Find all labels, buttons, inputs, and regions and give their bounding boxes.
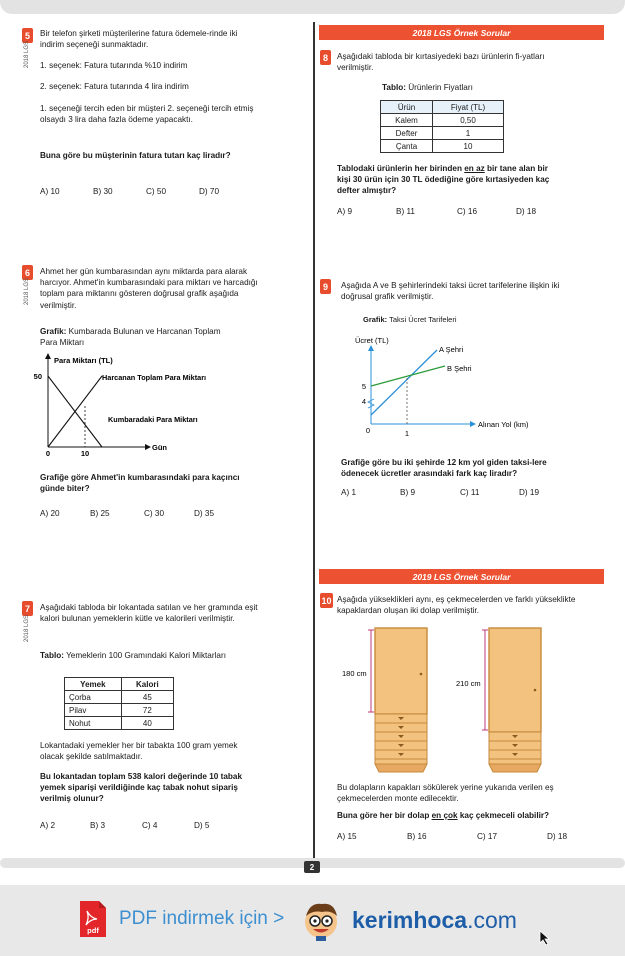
table-label: Tablo: xyxy=(382,83,406,92)
cabinet-right-height: 210 cm xyxy=(456,679,481,688)
question-number: 7 xyxy=(22,601,33,616)
page-number: 2 xyxy=(304,861,320,873)
answer-choices xyxy=(337,832,597,841)
question-prompt: Grafiğe göre Ahmet'in kumbarasındaki para kaçıncı günde biter? xyxy=(40,473,240,494)
download-promo-text: PDF indirmek için > xyxy=(119,908,285,929)
table-cell: Çorba xyxy=(65,691,122,704)
calorie-table xyxy=(64,677,174,730)
choice-b[interactable]: B) 25 xyxy=(90,509,110,518)
table-cell: Nohut xyxy=(65,717,122,730)
choice-a[interactable]: A) 20 xyxy=(40,509,60,518)
question-body: 1. seçeneği tercih eden bir müşteri 2. seçeneği tercih etmiş olsaydı 3 lira daha fazla ödeme yapacaktı. xyxy=(40,104,254,125)
question-number: 9 xyxy=(320,279,331,294)
y-tick-5: 5 xyxy=(361,382,366,391)
cabinet-right xyxy=(482,628,541,772)
choice-a[interactable]: A) 9 xyxy=(337,207,353,216)
brand-domain: .com xyxy=(467,907,517,933)
cabinet-left-height: 180 cm xyxy=(342,669,367,678)
choice-d[interactable]: D) 18 xyxy=(516,207,537,216)
mascot-avatar-icon xyxy=(298,898,344,944)
choice-d[interactable]: D) 35 xyxy=(194,509,215,518)
question-text: Bir telefon şirketi müşterilerine fatura ödemele-rinde iki indirim seçeneği sunmaktadır. xyxy=(40,29,238,50)
savings-line-label: Kumbaradaki Para Miktarı xyxy=(108,415,198,424)
table-row xyxy=(65,704,174,717)
column-divider xyxy=(313,22,315,862)
section-header-2019: 2019 LGS Örnek Sorular xyxy=(319,569,604,584)
answer-choices xyxy=(341,488,569,497)
graph-caption xyxy=(40,326,240,348)
x-axis-label: Alınan Yol (km) xyxy=(478,420,529,429)
question-prompt: Grafiğe göre bu iki şehirde 12 km yol giden taksi-lere ödenecek ücretler arasındaki fark kaç liradır? xyxy=(341,458,547,479)
question-number: 8 xyxy=(320,50,331,65)
question-number: 5 xyxy=(22,28,33,43)
choice-c[interactable]: C) 4 xyxy=(142,821,158,830)
choice-b[interactable]: B) 11 xyxy=(396,207,415,216)
y-axis-label: Para Miktarı (TL) xyxy=(54,356,113,365)
prompt-emphasis: en az xyxy=(464,164,485,173)
table-cell: 72 xyxy=(121,704,173,717)
prompt-part: bir tane alan bir kişi 30 ürün için 30 TL ödediğine göre kırtasiyeden kaç defter almıştır? xyxy=(337,164,550,196)
question-body: Bu dolapların kapakları sökülerek yerine yukarıda verilen eş çekmecelerden monte edilecektir. xyxy=(337,783,554,804)
line-graph-taxi xyxy=(335,332,575,442)
question-prompt xyxy=(337,810,609,821)
table-header: Fiyat (TL) xyxy=(433,101,504,114)
question-prompt xyxy=(337,163,559,197)
choice-b[interactable]: B) 9 xyxy=(400,488,416,497)
question-number: 10 xyxy=(320,593,333,608)
table-cell: 45 xyxy=(121,691,173,704)
table-row xyxy=(381,114,504,127)
brand-logo[interactable] xyxy=(352,907,517,934)
table-cell: 10 xyxy=(433,140,504,153)
section-header-2018: 2018 LGS Örnek Sorular xyxy=(319,25,604,40)
choice-b[interactable]: B) 3 xyxy=(90,821,106,830)
table-cell: 1 xyxy=(433,127,504,140)
question-text: Aşağıdaki tabloda bir kırtasiyedeki bazı ürünlerin fi-yatları verilmiştir. xyxy=(337,52,545,73)
y-axis-label: Ücret (TL) xyxy=(355,336,389,345)
x-tick-label: 1 xyxy=(404,429,410,438)
answer-choices xyxy=(40,509,244,518)
option-two-text: 2. seçenek: Fatura tutarında 4 lira indirim xyxy=(40,82,189,91)
pdf-file-icon xyxy=(78,899,108,939)
table-cell: 0,50 xyxy=(433,114,504,127)
answer-choices xyxy=(40,187,252,196)
series-a-label: A Şehri xyxy=(439,345,464,354)
prompt-emphasis: en çok xyxy=(431,811,458,820)
question-number: 6 xyxy=(22,265,33,280)
choice-c[interactable]: C) 16 xyxy=(457,207,478,216)
graph-caption xyxy=(363,315,457,324)
cabinet-left xyxy=(368,628,427,772)
question-prompt: Buna göre bu müşterinin fatura tutarı kaç liradır? xyxy=(40,151,231,160)
line-graph-savings xyxy=(30,352,270,462)
table-cell: Çanta xyxy=(381,140,433,153)
table-row xyxy=(65,717,174,730)
city-b-line xyxy=(371,366,445,386)
series-b-label: B Şehri xyxy=(447,364,472,373)
table-cell: Kalem xyxy=(381,114,433,127)
question-text: Aşağıdaki tabloda bir lokantada satılan ve her gramında eşit kalori bulunan yemeklerin kütle ve kalorileri verilmiştir. xyxy=(40,603,258,624)
table-header: Ürün xyxy=(381,101,433,114)
table-row xyxy=(65,691,174,704)
choice-c[interactable]: C) 17 xyxy=(477,832,498,841)
prompt-part: kaç çekmeceli olabilir? xyxy=(457,811,550,820)
x-axis-label: Gün xyxy=(152,443,167,452)
answer-choices xyxy=(337,207,566,216)
option-one-text: 1. seçenek: Fatura tutarında %10 indirim xyxy=(40,61,188,70)
prompt-part: Buna göre her bir dolap xyxy=(337,811,432,820)
graph-label: Grafik: xyxy=(363,315,388,324)
choice-c[interactable]: C) 50 xyxy=(146,187,167,196)
choice-d[interactable]: D) 5 xyxy=(194,821,210,830)
question-text: Aşağıda A ve B şehirlerindeki taksi ücret tarifelerine ilişkin iki doğrusal grafik verilmiştir. xyxy=(341,281,560,302)
choice-b[interactable]: B) 16 xyxy=(407,832,427,841)
x-tick-label: 10 xyxy=(80,449,90,458)
mouse-cursor-icon xyxy=(539,930,553,946)
footer-banner[interactable] xyxy=(0,885,625,956)
spent-line-label: Harcanan Toplam Para Miktarı xyxy=(102,373,207,382)
table-caption xyxy=(382,82,473,93)
cabinets-illustration xyxy=(335,622,605,778)
table-cell: Defter xyxy=(381,127,433,140)
answer-choices xyxy=(40,821,244,830)
y-tick-label: 50 xyxy=(33,372,42,381)
prompt-part: Tablodaki ürünlerin her birinden xyxy=(337,164,465,173)
graph-title: Taksi Ücret Tarifeleri xyxy=(389,315,457,324)
table-cell: Pilav xyxy=(65,704,122,717)
choice-c[interactable]: C) 30 xyxy=(144,509,165,518)
table-header: Yemek xyxy=(65,678,122,691)
exam-year-label: 2018 LGS xyxy=(24,277,30,305)
table-row xyxy=(381,127,504,140)
y-tick-4: 4 xyxy=(361,397,366,406)
graph-label: Grafik: xyxy=(40,327,67,336)
table-title: Ürünlerin Fiyatları xyxy=(408,83,473,92)
exam-year-label: 2018 LGS xyxy=(24,614,30,642)
origin-label: 0 xyxy=(365,426,371,435)
choice-a[interactable]: A) 10 xyxy=(40,187,60,196)
choice-d[interactable]: D) 18 xyxy=(547,832,568,841)
choice-d[interactable]: D) 19 xyxy=(519,488,540,497)
origin-label: 0 xyxy=(45,449,51,458)
exam-year-label: 2018 LGS xyxy=(24,40,30,68)
table-cell: 40 xyxy=(121,717,173,730)
table-caption xyxy=(40,650,240,661)
table-row xyxy=(381,140,504,153)
graph-title: Kumbarada Bulunan ve Harcanan Toplam Para Miktarı xyxy=(40,327,221,348)
question-text: Ahmet her gün kumbarasından aynı miktarda para alarak harcıyor. Ahmet'in kumbarasındaki para miktarı ve harcadığı toplam para miktarını gösteren doğrusal grafik aşağıda verilmiştir. xyxy=(40,267,258,310)
question-text: Aşağıda yükseklikleri aynı, eş çekmecelerden ve farklı yükseklikte kapaklardan oluşan iki dolap verilmiştir. xyxy=(337,595,576,616)
brand-name: kerimhoca xyxy=(352,907,468,933)
choice-a[interactable]: A) 2 xyxy=(40,821,56,830)
question-prompt: Bu lokantadan toplam 538 kalori değerinde 10 tabak yemek siparişi verildiğinde kaç tabak nohut sipariş verilmiş olunur? xyxy=(40,772,243,804)
choice-a[interactable]: A) 15 xyxy=(337,832,357,841)
choice-b[interactable]: B) 30 xyxy=(93,187,113,196)
choice-c[interactable]: C) 11 xyxy=(460,488,480,497)
top-band xyxy=(0,0,625,14)
table-title: Yemeklerin 100 Gramındaki Kalori Miktarları xyxy=(66,651,226,660)
pdf-icon-text: pdf xyxy=(87,926,99,935)
question-body: Lokantadaki yemekler her bir tabakta 100 gram yemek olacak şekilde satılmaktadır. xyxy=(40,741,238,762)
axis-break xyxy=(368,399,374,408)
table-label: Tablo: xyxy=(40,651,64,660)
price-table xyxy=(380,100,504,153)
table-header: Kalori xyxy=(121,678,173,691)
choice-a[interactable]: A) 1 xyxy=(341,488,357,497)
city-a-line xyxy=(371,350,437,415)
choice-d[interactable]: D) 70 xyxy=(199,187,220,196)
